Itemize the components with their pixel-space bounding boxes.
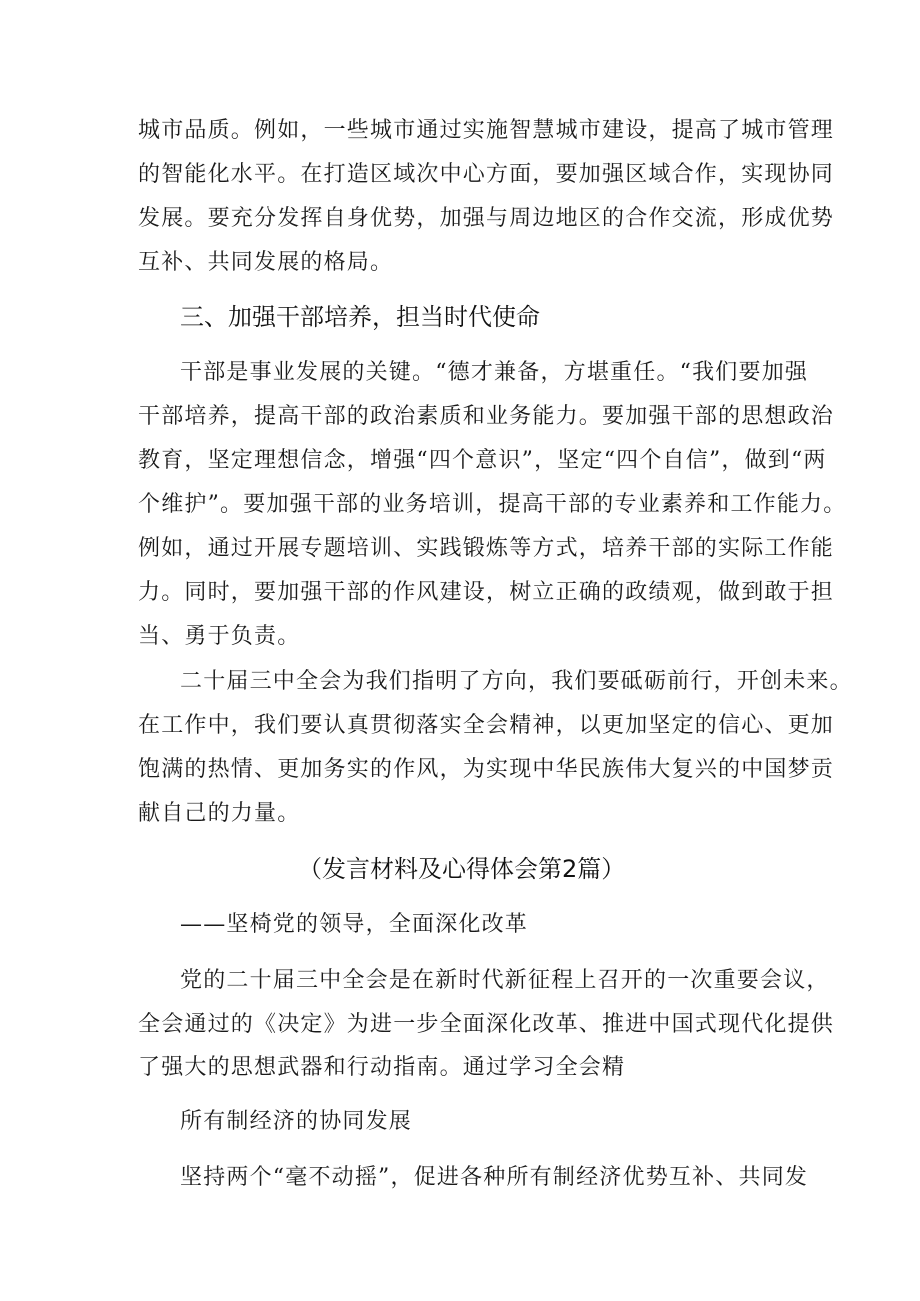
paragraph-line: 二十届三中全会为我们指明了方向，我们要砥砺前行，开创未来。 [180,669,853,694]
paragraph-line: 干部培养，提高干部的政治素质和业务能力。要加强干部的思想政治 [138,404,835,429]
paragraph-line: 党的二十届三中全会是在新时代新征程上召开的一次重要会议， [180,968,830,993]
paragraph-line: 发展。要充分发挥自身优势，加强与周边地区的合作交流，形成优势 [138,206,835,231]
paragraph-line: 献自己的力量。 [138,801,301,826]
paragraph-line: 饱满的热情、更加务实的作风，为实现中华民族伟大复兴的中国梦贡 [138,757,835,782]
paragraph-line: 互补、共同发展的格局。 [138,250,394,275]
article-subtitle: ——坚椅党的领导，全面深化改革 [180,912,529,937]
paragraph-line: 个维护”。要加强干部的业务培训，提高干部的专业素养和工作能力。 [138,492,847,517]
paragraph-line: 了强大的思想武器和行动指南。通过学习全会精 [138,1055,626,1080]
paragraph-line: 干部是事业发展的关键。“德才兼备，方堪重任。“我们要加强 [180,360,809,385]
paragraph-line: 的智能化水平。在打造区域次中心方面，要加强区域合作，实现协同 [138,162,835,187]
paragraph-line: 在工作中，我们要认真贯彻落实全会精神，以更加坚定的信心、更加 [138,713,835,738]
paragraph-line: 当、勇于负责。 [138,624,301,649]
paragraph-line: 城市品质。例如，一些城市通过实施智慧城市建设，提高了城市管理 [138,118,835,143]
paragraph-line: 例如，通过开展专题培训、实践锻炼等方式，培养干部的实际工作能 [138,536,835,561]
section-heading: 三、加强干部培养，担当时代使命 [180,303,540,331]
paragraph-line: 全会通过的《决定》为进一步全面深化改革、推进中国式现代化提供 [138,1012,835,1037]
paragraph-line: 力。同时，要加强干部的作风建设，树立正确的政绩观，做到敢于担 [138,580,835,605]
paragraph-line: 教育，坚定理想信念，增强“四个意识”，坚定“四个自信”，做到“两 [138,448,827,473]
paragraph-line: 坚持两个“毫不动摇”，促进各种所有制经济优势互补、共同发 [180,1165,809,1190]
subheading: 所有制经济的协同发展 [180,1109,413,1134]
article-title: （发言材料及心得体会第2篇） [298,855,626,883]
